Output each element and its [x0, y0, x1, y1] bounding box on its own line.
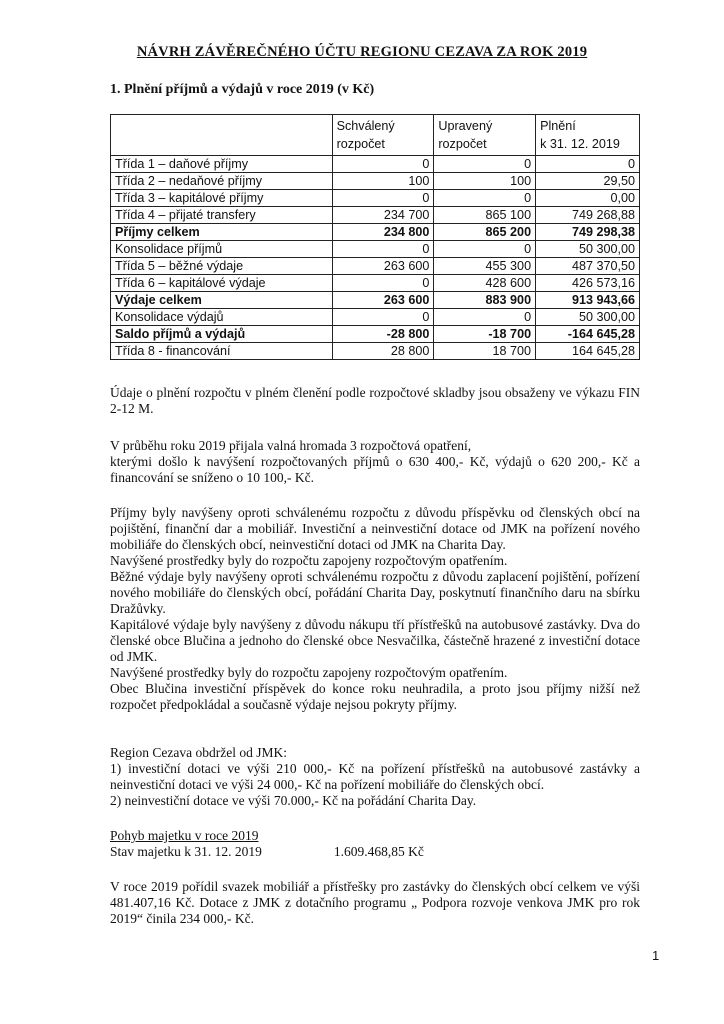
upraveny-cell: -18 700 [434, 326, 536, 343]
schvaleny-cell: 234 800 [332, 224, 434, 241]
plneni-cell: 749 268,88 [536, 207, 640, 224]
upraveny-cell: 883 900 [434, 292, 536, 309]
page-number: 1 [652, 948, 660, 963]
plneni-cell: 50 300,00 [536, 241, 640, 258]
row-label-cell: Třída 1 – daňové příjmy [111, 156, 333, 173]
budget-table [110, 114, 640, 360]
plneni-cell: 487 370,50 [536, 258, 640, 275]
row-label-cell: Konsolidace výdajů [111, 309, 333, 326]
upraveny-cell: 100 [434, 173, 536, 190]
paragraph-opatreni [110, 438, 640, 486]
row-label-cell: Třída 2 – nedaňové příjmy [111, 173, 333, 190]
table-row [111, 343, 640, 360]
table-row [111, 309, 640, 326]
schvaleny-cell: 28 800 [332, 343, 434, 360]
upraveny-cell: 0 [434, 309, 536, 326]
row-label-cell: Saldo příjmů a výdajů [111, 326, 333, 343]
upraveny-cell: 428 600 [434, 275, 536, 292]
row-label-cell: Třída 3 – kapitálové příjmy [111, 190, 333, 207]
table-row [111, 326, 640, 343]
majetek-block [110, 828, 640, 860]
paragraph-blucina: Obec Blučina investiční příspěvek do konce roku neuhradila, a proto jsou příjmy nižší než rozpočet předpokládal a současně výdaje nejsou pokryty příjmy. [110, 681, 640, 712]
paragraph-prostredky-1: Navýšené prostředky byly do rozpočtu zapojeny rozpočtovým opatřením. [110, 553, 508, 568]
row-label-cell: Konsolidace příjmů [111, 241, 333, 258]
paragraph-kapitalove-vydaje: Kapitálové výdaje byly navýšeny z důvodu nákupu tří přístřešků na autobusové zastávky. Dva do členské obce Blučina a jednoho do členské obce Nesvačilka, částečně hrazené z investiční dotace od JMK. [110, 617, 640, 664]
table-row [111, 224, 640, 241]
schvaleny-cell: 100 [332, 173, 434, 190]
upraveny-cell: 0 [434, 190, 536, 207]
upraveny-cell: 0 [434, 156, 536, 173]
document-title: NÁVRH ZÁVĚREČNÉHO ÚČTU REGIONU CEZAVA ZA ROK 2019 [136, 44, 588, 60]
table-row [111, 258, 640, 275]
row-label-cell: Třída 8 - financování [111, 343, 333, 360]
row-label-cell: Výdaje celkem [111, 292, 333, 309]
schvaleny-cell: 263 600 [332, 258, 434, 275]
table-row [111, 190, 640, 207]
schvaleny-cell: 0 [332, 156, 434, 173]
jmk-intro: Region Cezava obdržel od JMK: [110, 745, 287, 760]
row-label-cell: Třída 4 – přijaté transfery [111, 207, 333, 224]
header-upraveny: Upravený rozpočet [434, 115, 536, 156]
section-heading: 1. Plnění příjmů a výdajů v roce 2019 (v Kč) [110, 82, 375, 97]
paragraph-prijmy: Příjmy byly navýšeny oproti schválenému rozpočtu z důvodu příspěvku od členských obcí na pojištění, finanční dar a mobiliář. Investiční a neinvestiční dotace od JMK na pořízení nového mobiliáře do členských obcí, neinvestiční dotaci od JMK na Charita Day. [110, 505, 640, 552]
majetek-label: Stav majetku k 31. 12. 2019 [110, 844, 262, 859]
schvaleny-cell: -28 800 [332, 326, 434, 343]
schvaleny-cell: 263 600 [332, 292, 434, 309]
explanation-block [110, 505, 640, 713]
upraveny-cell: 865 100 [434, 207, 536, 224]
plneni-cell: 749 298,38 [536, 224, 640, 241]
schvaleny-cell: 234 700 [332, 207, 434, 224]
header-plneni: Plnění k 31. 12. 2019 [536, 115, 640, 156]
plneni-cell: 426 573,16 [536, 275, 640, 292]
plneni-cell: 0,00 [536, 190, 640, 207]
schvaleny-cell: 0 [332, 241, 434, 258]
paragraph-opatreni-line1: V průběhu roku 2019 přijala valná hromada 3 rozpočtová opatření, [110, 438, 472, 453]
paragraph-fin: Údaje o plnění rozpočtu v plném členění podle rozpočtové skladby jsou obsaženy ve výkazu FIN 2-12 M. [110, 385, 640, 416]
table-row [111, 241, 640, 258]
plneni-cell: 29,50 [536, 173, 640, 190]
plneni-cell: -164 645,28 [536, 326, 640, 343]
paragraph-bezne-vydaje: Běžné výdaje byly navýšeny oproti schválenému rozpočtu z důvodu zaplacení pojištění, pořízení nového mobiliáře do členských obcí, pořádání Charita Day, poskytnutí finančního daru na sbírku Dražůvky. [110, 569, 640, 616]
row-label-cell: Příjmy celkem [111, 224, 333, 241]
upraveny-cell: 18 700 [434, 343, 536, 360]
header-empty-cell [111, 115, 333, 156]
paragraph-prostredky-2: Navýšené prostředky byly do rozpočtu zapojeny rozpočtovým opatřením. [110, 665, 508, 680]
majetek-heading: Pohyb majetku v roce 2019 [110, 828, 259, 843]
plneni-cell: 0 [536, 156, 640, 173]
schvaleny-cell: 0 [332, 309, 434, 326]
row-label-cell: Třída 5 – běžné výdaje [111, 258, 333, 275]
majetek-value: 1.609.468,85 Kč [333, 844, 424, 859]
table-row [111, 207, 640, 224]
plneni-cell: 50 300,00 [536, 309, 640, 326]
table-row [111, 173, 640, 190]
table-row [111, 156, 640, 173]
paragraph-opatreni-line2: kterými došlo k navýšení rozpočtovaných příjmů o 630 400,- Kč, výdajů o 620 200,- Kč a financování se sníženo o 10 100,- Kč. [110, 454, 640, 485]
majetek-row [110, 844, 640, 860]
table-body [111, 156, 640, 360]
plneni-cell: 913 943,66 [536, 292, 640, 309]
jmk-item-2: 2) neinvestiční dotace ve výši 70.000,- Kč na pořádání Charita Day. [110, 793, 477, 808]
schvaleny-cell: 0 [332, 190, 434, 207]
table-header-row [111, 115, 640, 156]
schvaleny-cell: 0 [332, 275, 434, 292]
jmk-item-1: 1) investiční dotaci ve výši 210 000,- Kč na pořízení přístřešků na autobusové zastávky a neinvestiční dotaci ve výši 24 000,- Kč na pořízení mobiliáře do členských obcí. [110, 761, 640, 792]
table-row [111, 275, 640, 292]
row-label-cell: Třída 6 – kapitálové výdaje [111, 275, 333, 292]
upraveny-cell: 455 300 [434, 258, 536, 275]
header-schvaleny: Schválený rozpočet [332, 115, 434, 156]
paragraph-final: V roce 2019 pořídil svazek mobiliář a přístřešky pro zastávky do členských obcí celkem ve výši 481.407,16 Kč. Dotace z JMK z dotačního programu „ Podpora rozvoje venkova JMK pro rok 2019“ činila 234 000,- Kč. [110, 879, 640, 926]
upraveny-cell: 0 [434, 241, 536, 258]
jmk-block [110, 745, 640, 809]
table-row [111, 292, 640, 309]
upraveny-cell: 865 200 [434, 224, 536, 241]
plneni-cell: 164 645,28 [536, 343, 640, 360]
